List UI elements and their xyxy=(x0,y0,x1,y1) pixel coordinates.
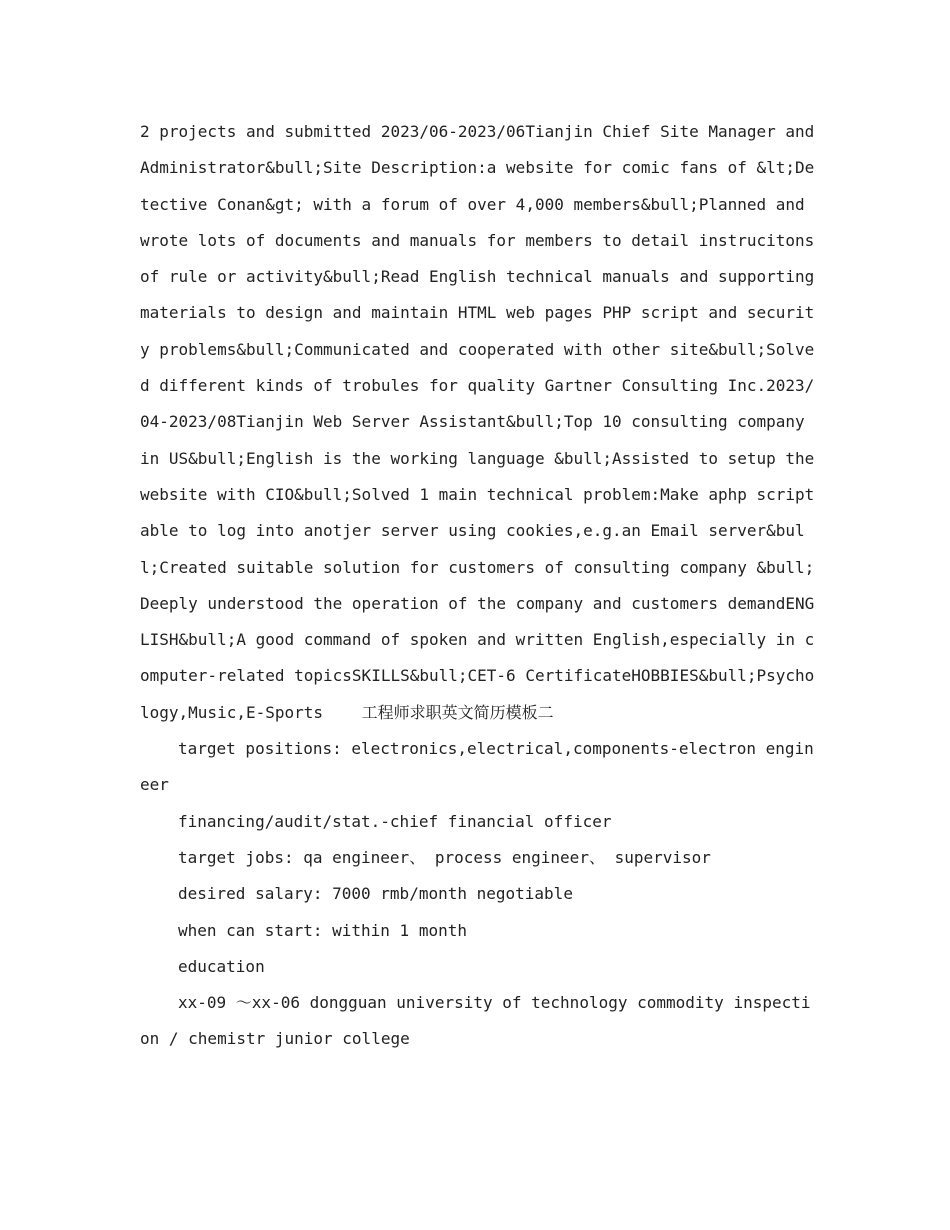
target-positions-line: target positions: electronics,electrical,components-electron engineer xyxy=(140,739,814,795)
target-jobs-line: target jobs: qa engineer、 process engineer、 supervisor xyxy=(178,847,711,867)
education-heading: education xyxy=(178,956,265,976)
resume-paragraph xyxy=(140,114,820,731)
financing-line: financing/audit/stat.-chief financial officer xyxy=(178,811,612,831)
start-date-line: when can start: within 1 month xyxy=(178,920,467,940)
resume-template-heading: 工程师求职英文简历模板二 xyxy=(361,702,554,722)
desired-salary-line: desired salary: 7000 rmb/month negotiable xyxy=(178,884,573,904)
document-body xyxy=(140,114,820,1058)
education-entry: xx-09 ～xx-06 dongguan university of technology commodity inspection / chemistr junior college xyxy=(140,993,811,1049)
resume-experience-text: 2 projects and submitted 2023/06-2023/06Tianjin Chief Site Manager and Administrator&bull;Site Description:a website for comic fans of &lt;Detective Conan&gt; with a forum of over 4,000 members&bull;Planned and wrote lots of documents and manuals for members to detail instrucitons of rule or activity&bull;Read English technical manuals and supporting materials to design and maintain HTML web pages PHP script and security problems&bull;Communicated and cooperated with other site&bull;Solved different kinds of trobules for quality Gartner Consulting Inc.2023/04-2023/08Tianjin Web Server Assistant&bull;Top 10 consulting company in US&bull;English is the working language &bull;Assisted to setup the website with CIO&bull;Solved 1 main technical problem:Make aphp script able to log into anotjer server using cookies,e.g.an Email server&bull;Created suitable solution for customers of consulting company &bull;Deeply understood the operation of the company and customers demandENGLISH&bull;A good command of spoken and written English,especially in computer-related topicsSKILLS&bull;CET-6 CertificateHOBBIES&bull;Psychology,Music,E-Sports xyxy=(140,122,815,722)
